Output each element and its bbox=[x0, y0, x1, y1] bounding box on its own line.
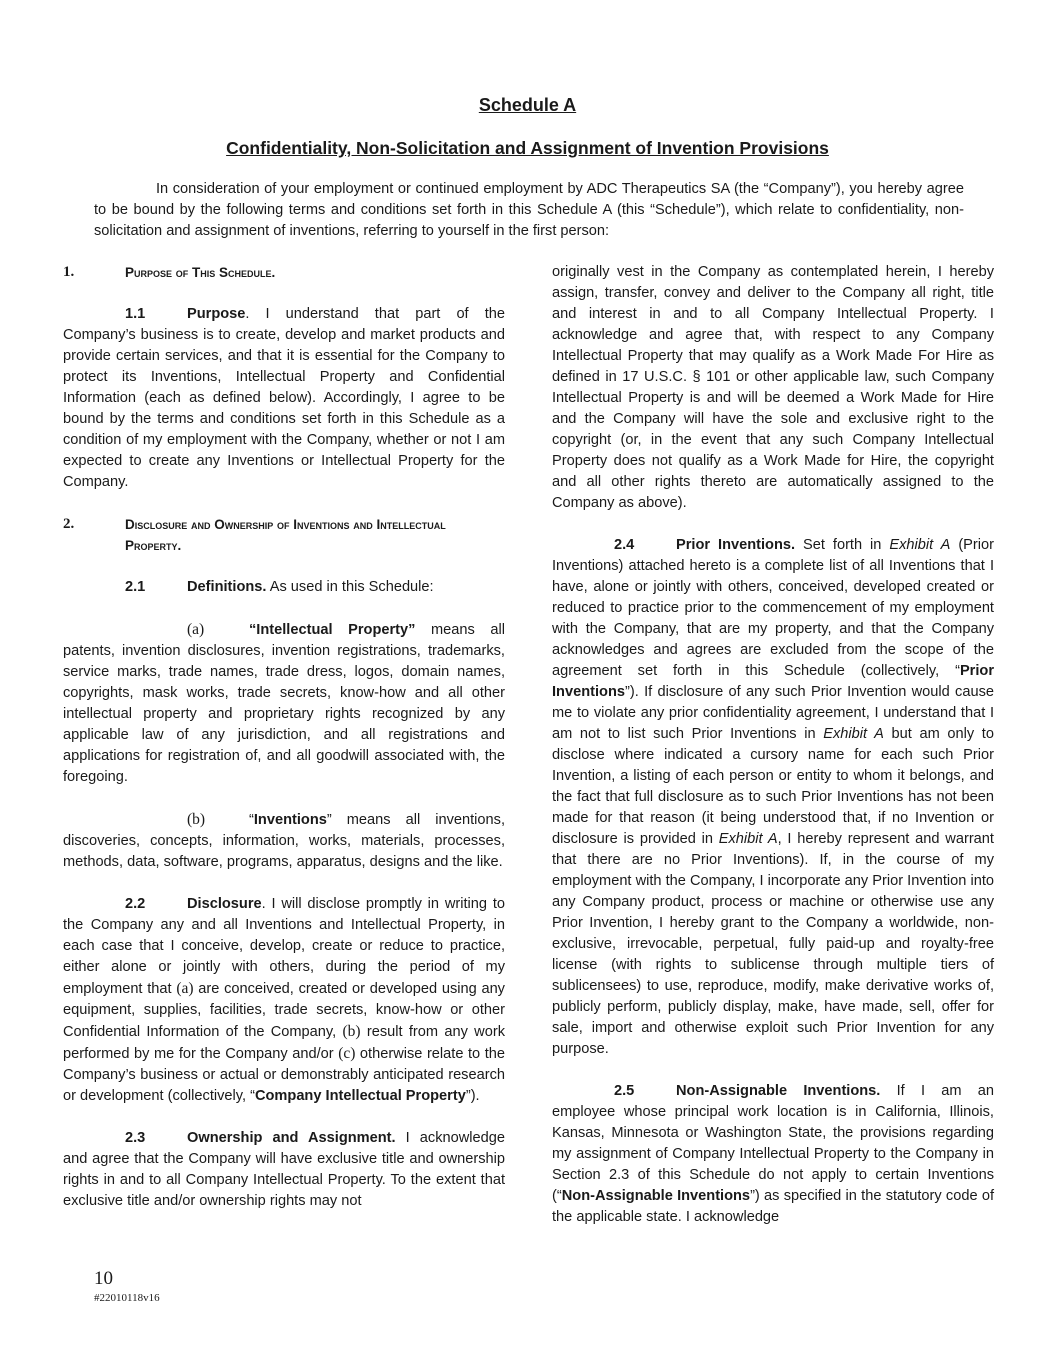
clause-text: ”). If disclosure of any such Prior Invention would cause me to violate any prior confidentiality agreement, I understand that I am not to list such Prior Inventions in bbox=[552, 684, 994, 742]
clause-text: but am only to disclose where indicated a cursory name for each such Prior Invention, a listing of each person or entity to whom it belongs, and the fact that full disclosure as to such Prior Inventions has not been made for that reason (it being understood that, if no Invention or disclosure is provided in bbox=[552, 726, 994, 847]
schedule-title: Schedule A bbox=[478, 95, 577, 115]
clause-text: , I hereby represent and warrant that there are no Prior Inventions). If, in the course of my employment with the Company, I incorporate any Prior Invention into any Company product, process or machine or otherwise use any Prior Invention, I hereby grant to the Company a worldwide, non-exclusive, irrevocable, perpetual, fully paid-up and royalty-free license (with rights to sublicense through multiple tiers of sublicensees) to use, reproduce, modify, make derivative works of, publicly perform, publicly display, make, have made, sell, offer for sale, import and otherwise exploit such Prior Invention for any purpose. bbox=[552, 831, 994, 1057]
clause-text: ”) as specified in the statutory code of the applicable state. I acknowledge bbox=[552, 1188, 994, 1225]
clause-text: . I understand that part of the Company’s business is to create, develop and market products and provide certain services, and that it is essential for the Company to protect its Inventions, Intellectual Property and Confidential Information (each as defined below). Accordingly, I agree to be bound by the terms and conditions set forth in this Schedule as a condition of my employment with the Company, whether or not I am expected to create any Inventions or Intellectual Property for the Company. bbox=[63, 306, 505, 490]
definition-number: (b) bbox=[187, 811, 206, 828]
section-title: Purpose of This Schedule. bbox=[125, 265, 276, 280]
clause-text: result from any work performed by me for the Company and/or bbox=[63, 1024, 505, 1062]
section-2-4 bbox=[552, 535, 994, 1060]
clause-heading: Definitions. bbox=[187, 579, 267, 595]
definition-text: ” means all inventions, discoveries, concepts, information, works, materials, processes, methods, data, software, programs, apparatus, designs and the like. bbox=[63, 812, 505, 870]
section-2-heading bbox=[63, 514, 505, 556]
document-id: #22010118v16 bbox=[94, 1292, 160, 1304]
exhibit-reference: Exhibit A bbox=[718, 831, 778, 847]
section-2-2 bbox=[63, 894, 505, 1107]
list-marker-a: (a) bbox=[176, 980, 194, 997]
clause-heading: Ownership and Assignment. bbox=[187, 1130, 396, 1146]
defined-term: Company Intellectual Property bbox=[254, 1088, 466, 1104]
exhibit-reference: Exhibit A bbox=[889, 537, 951, 553]
clause-number: 2.5 bbox=[614, 1083, 635, 1099]
clause-text: otherwise relate to the Company’s business or actual or demonstrably anticipated research or development (collectively, “ bbox=[63, 1046, 505, 1104]
clause-text: If I am an employee whose principal work location is in California, Illinois, Kansas, Minnesota or Washington State, the provisions regarding my assignment of Company Intellectual Property to the Company in Section 2.3 of this Schedule do not apply to certain Inventions (“ bbox=[552, 1083, 994, 1204]
clause-heading: Non-Assignable Inventions. bbox=[676, 1083, 881, 1099]
list-marker-b: (b) bbox=[342, 1023, 361, 1040]
clause-text: As used in this Schedule: bbox=[266, 579, 434, 595]
definition-text: means all patents, invention disclosures, invention registrations, trademarks, service marks, trade names, trade dress, logos, domain names, copyrights, mask works, trade secrets, know-how and all other intellectual property and proprietary rights recognized by any applicable law of any jurisdiction, and all registrations and applications for registration of, and all goodwill associated with, the foregoing. bbox=[63, 622, 505, 785]
clause-text: I acknowledge and agree that the Company will have exclusive title and ownership rights in and to all Company Intellectual Property. To the extent that exclusive title and/or ownership rights may not bbox=[63, 1130, 505, 1209]
section-number: 2. bbox=[63, 516, 75, 532]
clause-text: . I will disclose promptly in writing to the Company any and all Inventions and Intellectual Property, in each case that I conceive, develop, create or reduce to practice, either alone or jointly with others, during the period of my employment that bbox=[63, 896, 505, 997]
left-column bbox=[63, 262, 505, 1233]
section-2-5 bbox=[552, 1081, 994, 1228]
defined-term: Prior Inventions bbox=[552, 663, 994, 700]
list-marker-c: (c) bbox=[338, 1045, 356, 1062]
exhibit-reference: Exhibit A bbox=[823, 726, 884, 742]
section-title: Disclosure and Ownership of Inventions and Intellectual Property. bbox=[125, 517, 446, 553]
clause-text: ”). bbox=[465, 1088, 480, 1104]
clause-number: 2.2 bbox=[125, 896, 146, 912]
section-1-1 bbox=[63, 304, 505, 493]
section-2-3-part1 bbox=[63, 1128, 505, 1212]
right-column bbox=[552, 262, 994, 1249]
defined-term: Non-Assignable Inventions bbox=[561, 1188, 751, 1204]
clause-heading: Disclosure bbox=[187, 896, 262, 912]
clause-heading: Prior Inventions. bbox=[676, 537, 796, 553]
intro-paragraph: In consideration of your employment or continued employment by ADC Therapeutics SA (the “Company”), you hereby agree to be bound by the following terms and conditions set forth in this Schedule A (this “Schedule”), which relate to confidentiality, non-solicitation and assignment of inventions, referring to yourself in the first person: bbox=[94, 181, 964, 239]
section-1-heading bbox=[63, 262, 505, 283]
clause-heading: Purpose bbox=[187, 306, 246, 322]
section-number: 1. bbox=[63, 264, 75, 280]
page-number: 10 bbox=[94, 1268, 113, 1289]
schedule-subtitle: Confidentiality, Non-Solicitation and Assignment of Invention Provisions bbox=[226, 138, 829, 158]
section-2-1 bbox=[63, 577, 505, 598]
clause-text: Set forth in bbox=[795, 537, 890, 553]
clause-text: (Prior Inventions) attached hereto is a complete list of all Inventions that I have, alone or jointly with others, conceived, developed created or reduced to practice prior to the commencement of my employment with the Company, that are my property, and that the Company acknowledges and agrees are excluded from the scope of the agreement set forth in this Schedule (collectively, “ bbox=[552, 537, 994, 679]
definition-b bbox=[63, 809, 505, 873]
clause-number: 2.1 bbox=[125, 579, 146, 595]
clause-number: 2.3 bbox=[125, 1130, 146, 1146]
clause-number: 1.1 bbox=[125, 306, 146, 322]
definition-number: (a) bbox=[187, 621, 205, 638]
defined-term: Inventions bbox=[253, 812, 327, 828]
quote-mark: “ bbox=[249, 812, 254, 828]
definition-a bbox=[63, 619, 505, 788]
clause-number: 2.4 bbox=[614, 537, 635, 553]
clause-text: are conceived, created or developed using any equipment, supplies, facilities, trade secrets, know-how or other Confidential Information of the Company, bbox=[63, 981, 505, 1040]
section-2-3-part2: originally vest in the Company as contemplated herein, I hereby assign, transfer, convey and deliver to the Company all right, title and interest in and to all Company Intellectual Property. I acknowledge and agree that, with respect to any Company Intellectual Property that may qualify as a Work Made For Hire as defined in 17 U.S.C. § 101 or other applicable law, such Company Intellectual Property is and will be deemed a Work Made for Hire and the Company will have the sole and exclusive right to the copyright (or, in the event that any such Company Intellectual Property does not qualify as a Work Made for Hire, the copyright and all other rights thereto are automatically assigned to the Company as above). bbox=[552, 264, 994, 511]
defined-term: “Intellectual Property” bbox=[249, 622, 416, 638]
